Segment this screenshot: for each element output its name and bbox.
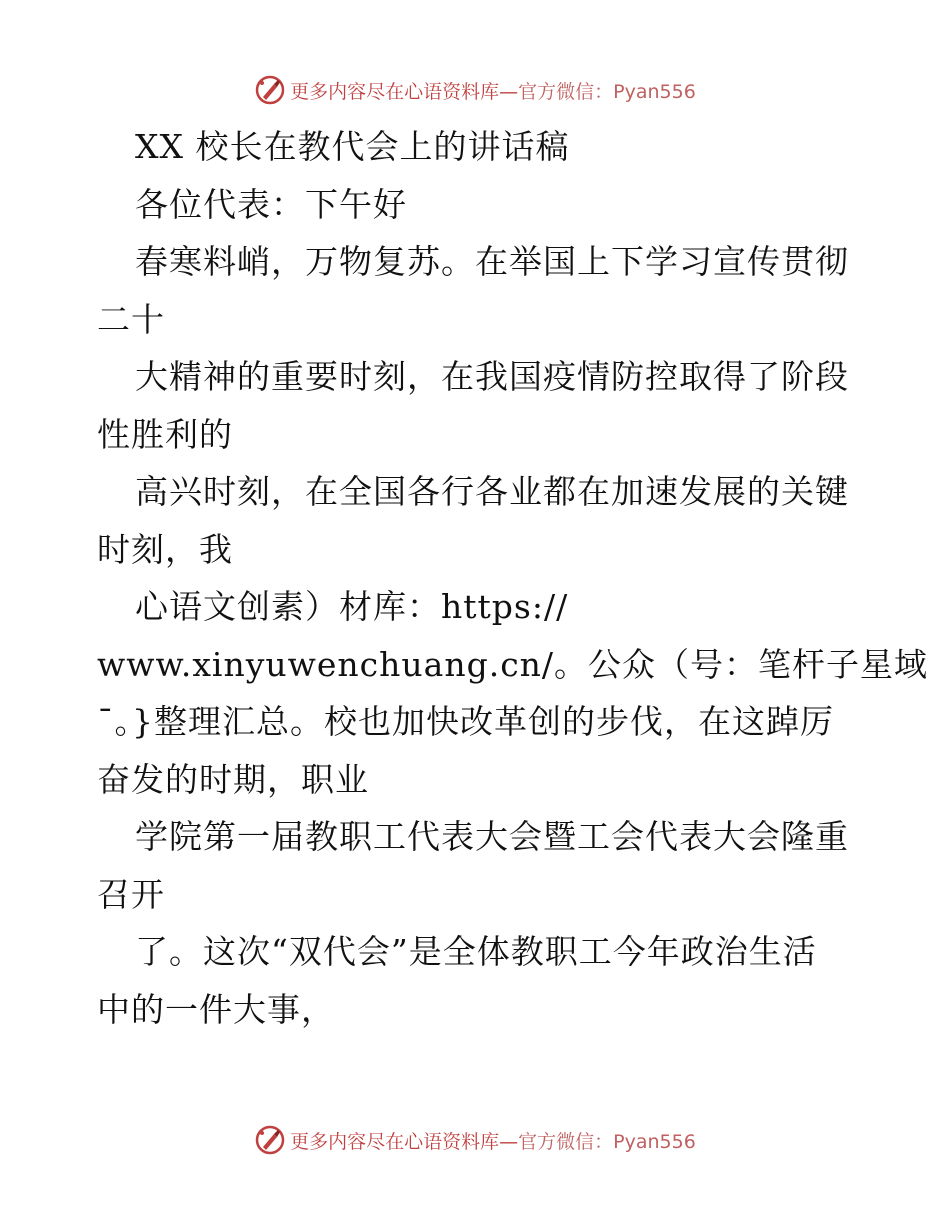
salutation: 各位代表：下午好	[135, 184, 407, 224]
text-line: www.xinyuwenchuang.cn/。公众（号：笔杆子星域	[97, 644, 929, 684]
text-line: 时刻，我	[97, 529, 233, 569]
text-line: 了。这次“双代会”是全体教职工今年政治生活	[135, 932, 817, 971]
pen-logo-icon	[254, 74, 286, 106]
text-line: 召开	[97, 874, 165, 914]
text-line: ¯。}整理汇总。校也加快改革创的步伐，在这踔厉	[97, 702, 834, 741]
text-line: 奋发的时期，职业	[97, 759, 369, 799]
document-body	[97, 118, 929, 1038]
header-banner	[0, 72, 950, 108]
text-line: 大精神的重要时刻，在我国疫情防控取得了阶段	[135, 357, 849, 396]
banner-main-text: 更多内容尽在心语资料库	[290, 1130, 500, 1153]
text-line: 学院第一届教职工代表大会暨工会代表大会隆重	[135, 817, 849, 856]
pen-logo-icon	[254, 1124, 286, 1156]
document-title: XX 校长在教代会上的讲话稿	[135, 127, 570, 166]
banner-wechat-text: 官方微信：Pyan556	[518, 1130, 696, 1153]
footer-banner	[0, 1122, 950, 1158]
banner-separator: —	[499, 80, 519, 103]
banner-main-text: 更多内容尽在心语资料库	[290, 80, 500, 103]
text-line: 春寒料峭，万物复苏。在举国上下学习宣传贯彻	[135, 242, 849, 281]
text-line: 二十	[97, 299, 165, 339]
banner-separator: —	[499, 1130, 519, 1153]
text-line: 心语文创素）材库：https://	[135, 587, 569, 626]
banner-text	[290, 77, 696, 104]
text-line: 高兴时刻，在全国各行各业都在加速发展的关键	[135, 472, 849, 511]
banner-wechat-text: 官方微信：Pyan556	[518, 80, 696, 103]
text-line: 中的一件大事，	[97, 989, 335, 1029]
banner-text	[290, 1127, 696, 1154]
text-line: 性胜利的	[97, 414, 233, 454]
